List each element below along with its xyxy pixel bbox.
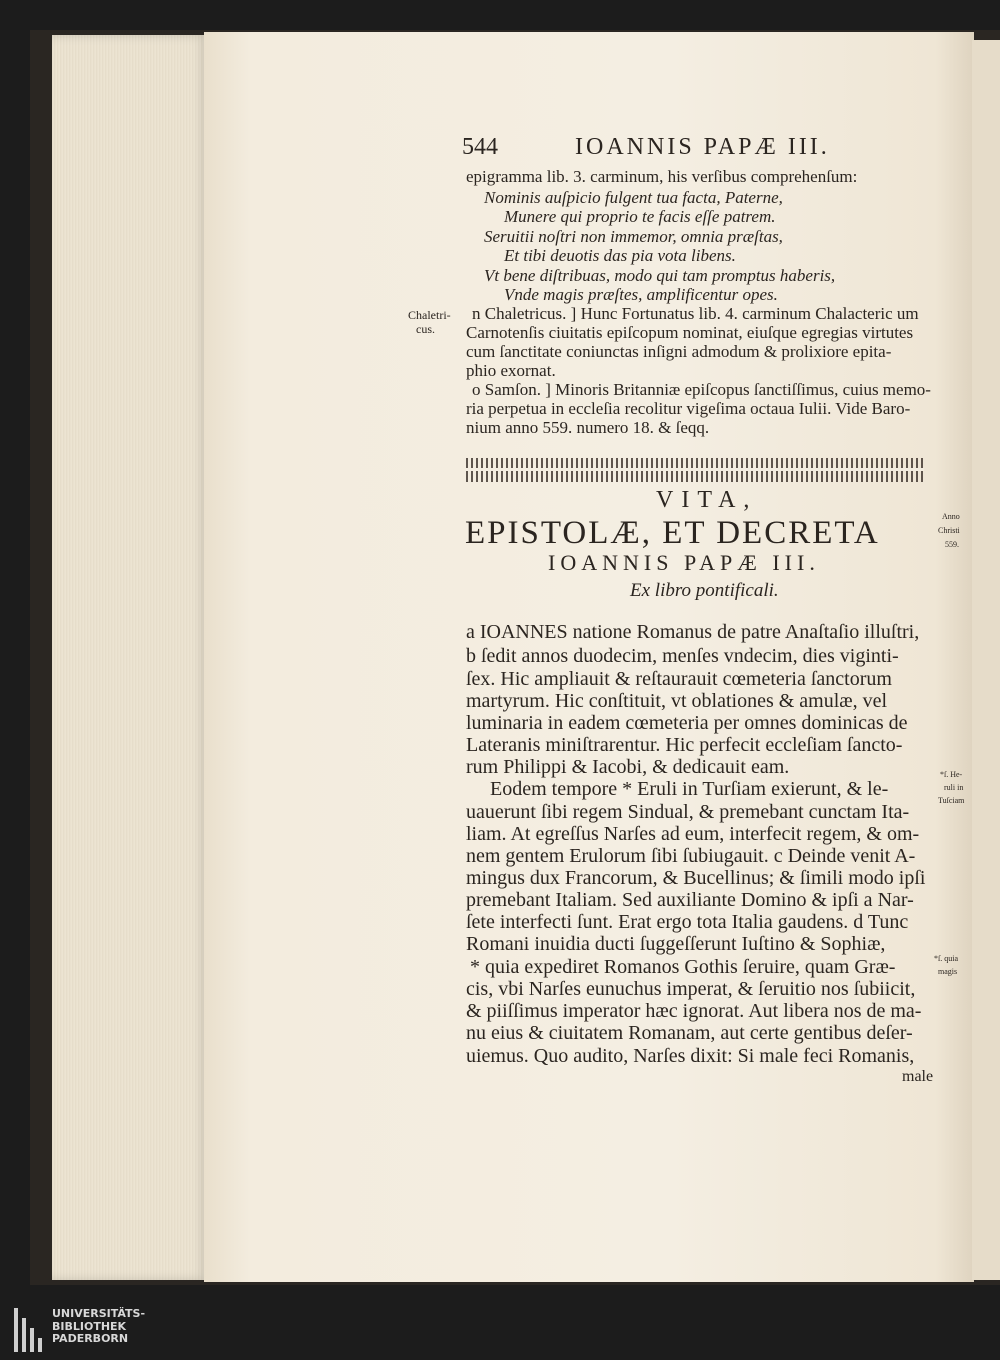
body-line: Lateranis miniſtrarentur. Hic perfecit eccleſiam ſancto-: [466, 734, 903, 756]
body-line: uiemus. Quo audito, Narſes dixit: Si male feci Romanis,: [466, 1045, 915, 1067]
body-line: b ſedit annos duodecim, menſes vndecim, dies viginti-: [466, 645, 899, 667]
library-line: UNIVERSITÄTS-: [52, 1307, 146, 1320]
margin-note: magis: [938, 967, 958, 976]
text-line: epigramma lib. 3. carminum, his verſibus comprehenſum:: [466, 167, 858, 186]
body-line: ſex. Hic ampliauit & reſtaurauit cœmeteria ſanctorum: [466, 668, 892, 690]
note-line: Carnotenſis ciuitatis epiſcopum nominat, eiuſque egregias virtutes: [466, 323, 914, 342]
margin-note: cus.: [416, 322, 435, 336]
margin-note: *ſ. quia: [934, 954, 958, 963]
body-line: mingus dux Francorum, & Bucellinus; & ſimili modo ipſi: [466, 867, 926, 889]
verse-line: Nominis auſpicio fulgent tua facta, Paterne,: [484, 188, 783, 207]
note-line: phio exornat.: [466, 361, 556, 380]
page-edges: [52, 35, 208, 1280]
running-title: IOANNIS PAPÆ III.: [575, 134, 830, 160]
body-line: nem gentem Erulorum ſibi ſubiugauit. c Deinde venit A-: [466, 845, 916, 867]
body-line: cis, vbi Narſes eunuchus imperat, & ſeruitio nos ſubiicit,: [466, 978, 916, 1000]
verse-line: Seruitii noſtri non immemor, omnia præſtas,: [484, 227, 783, 246]
margin-note: Anno: [942, 512, 960, 521]
margin-note: Tuſciam: [938, 796, 965, 805]
next-page-edge: [972, 40, 1000, 1280]
library-logo-icon: [14, 1308, 44, 1352]
margin-note: 559.: [945, 540, 959, 549]
catchword: male: [902, 1068, 934, 1085]
verse-line: Munere qui proprio te facis eſſe patrem.: [504, 207, 776, 226]
footer-bar: [0, 1300, 1000, 1360]
note-line: nium anno 559. numero 18. & ſeqq.: [466, 418, 710, 437]
body-line: martyrum. Hic conſtituit, vt oblationes & amulæ, vel: [466, 690, 888, 712]
body-line: premebant Italiam. Sed auxiliante Domino & ipſi a Nar-: [466, 889, 914, 911]
note-line: o Samſon. ] Minoris Britanniæ epiſcopus ſanctiſſimus, cuius memo-: [472, 380, 931, 399]
library-line: BIBLIOTHEK: [52, 1319, 127, 1333]
margin-note: *ſ. He-: [940, 770, 963, 779]
note-line: cum ſanctitate coniunctas inſigni admodum & prolixiore epita-: [466, 342, 892, 361]
body-line: Eodem tempore * Eruli in Turſiam exierunt, & le-: [490, 778, 889, 800]
body-line: liam. At egreſſus Narſes ad eum, interfecit regem, & om-: [466, 823, 920, 845]
note-line: ria perpetua in eccleſia recolitur vigeſima octaua Iulii. Vide Baro-: [466, 399, 911, 418]
body-line: nu eius & ciuitatem Romanam, aut certe gentibus deſer-: [466, 1022, 913, 1044]
verse-line: Et tibi deuotis das pia vota libens.: [504, 246, 736, 265]
title-main: EPISTOLÆ, ET DECRETA: [465, 515, 880, 551]
note-line: n Chaletricus. ] Hunc Fortunatus lib. 4. carminum Chalacteric um: [472, 304, 919, 323]
body-line: & piiſſimus imperator hæc ignorat. Aut libera nos de ma-: [466, 1000, 922, 1022]
body-line: uauerunt ſibi regem Sindual, & premebant cunctam Ita-: [466, 801, 910, 823]
body-line: Romani inuidia ducti ſuggeſſerunt Iuſtino & Sophiæ,: [466, 933, 886, 955]
body-line: rum Philippi & Iacobi, & dedicauit eam.: [466, 756, 790, 778]
library-name: [52, 1308, 145, 1346]
margin-note: ruli in: [944, 783, 964, 792]
title-source: Ex libro pontificali.: [630, 580, 779, 601]
body-line: ſete interfecti ſunt. Erat ergo tota Italia gaudens. d Tunc: [466, 911, 909, 933]
title-sub: IOANNIS PAPÆ III.: [548, 550, 820, 575]
body-line: a IOANNES natione Romanus de patre Anaſtaſio illuſtri,: [466, 621, 920, 643]
margin-note: Chaletri-: [408, 308, 451, 322]
title-vita: VITA,: [656, 487, 758, 513]
body-line: * quia expediret Romanos Gothis ſeruire, quam Græ-: [470, 956, 896, 978]
body-line: luminaria in eadem cœmeteria per omnes dominicas de: [466, 712, 908, 734]
verse-line: Vt bene diſtribuas, modo qui tam promptus haberis,: [484, 266, 836, 285]
margin-note: Christi: [938, 526, 960, 535]
library-line: PADERBORN: [52, 1332, 129, 1345]
page-number: 544: [462, 134, 498, 160]
decorative-ornament-band: [466, 458, 924, 482]
verse-line: Vnde magis præſtes, amplificentur opes.: [504, 285, 778, 304]
